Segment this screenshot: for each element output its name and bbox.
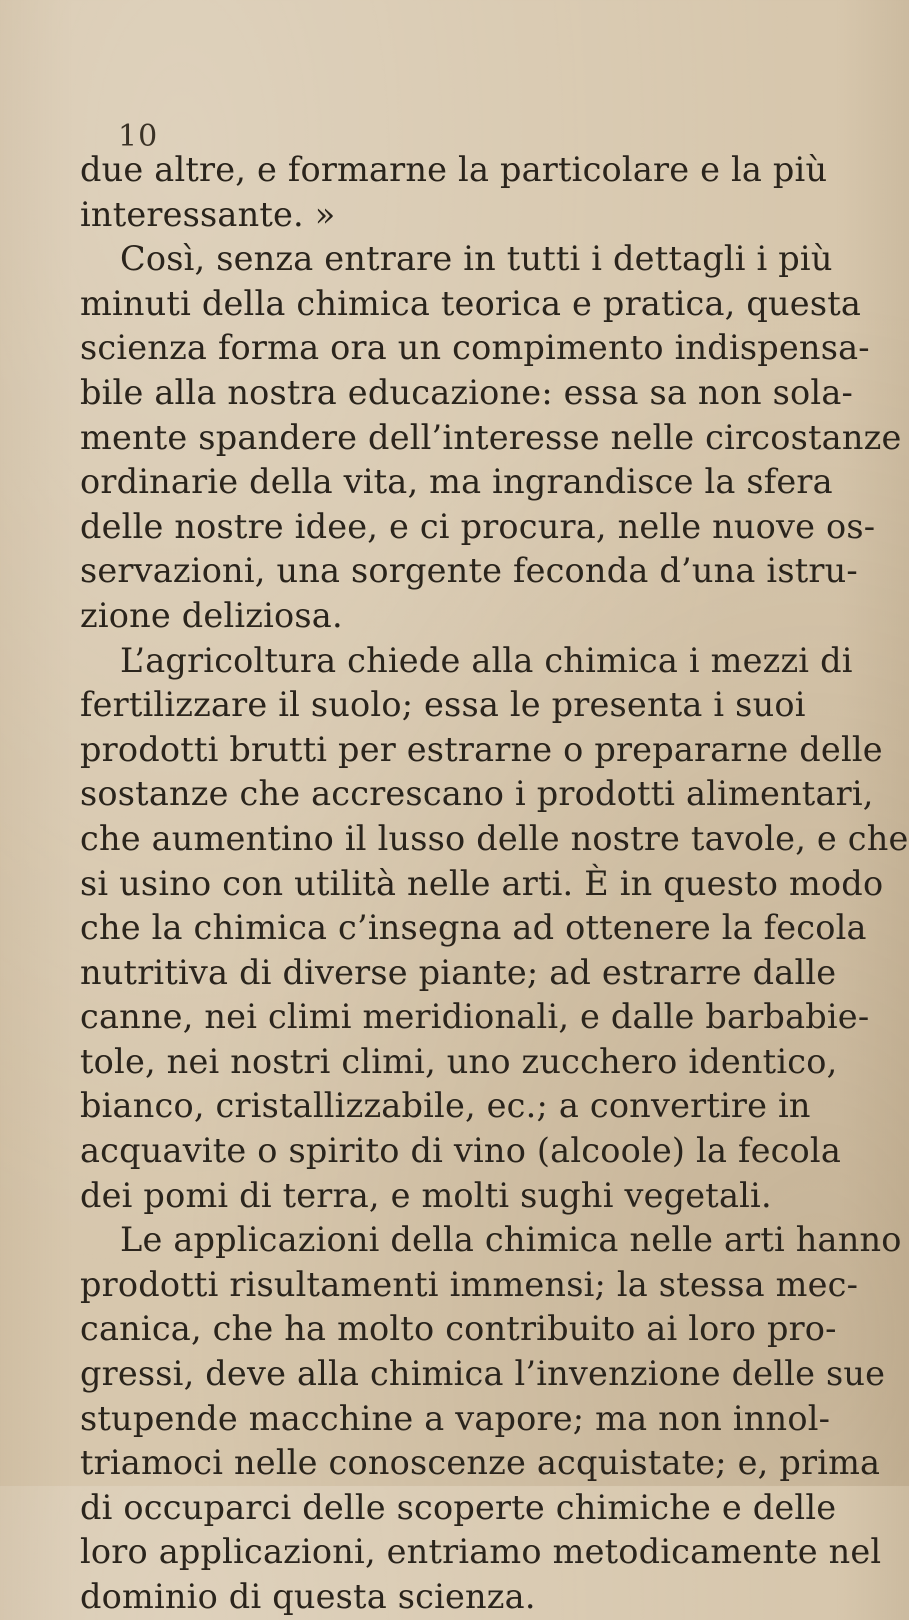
text-line: minuti della chimica teorica e pratica, questa (80, 283, 862, 323)
text-line: gressi, deve alla chimica l’invenzione delle sue (80, 1354, 886, 1394)
text-line: prodotti brutti per estrarne o prepararne delle (80, 729, 883, 769)
text-line: bile alla nostra educazione: essa sa non sola- (80, 372, 854, 412)
page-number: 10 (118, 119, 159, 154)
text-line: bianco, cristallizzabile, ec.; a convertire in (80, 1086, 811, 1126)
text-line: che la chimica c’insegna ad ottenere la fecola (80, 908, 867, 948)
text-line: zione deliziosa. (80, 595, 343, 635)
text-line: ordinarie della vita, ma ingrandisce la sfera (80, 462, 833, 502)
text-line: canne, nei climi meridionali, e dalle barbabie- (80, 997, 870, 1037)
text-line: L’agricoltura chiede alla chimica i mezzi di (120, 640, 853, 680)
text-line: Le applicazioni della chimica nelle arti hanno (120, 1220, 902, 1260)
text-line: fertilizzare il suolo; essa le presenta i suoi (80, 685, 806, 725)
text-line: sostanze che accrescano i prodotti alimentari, (80, 774, 874, 814)
text-line: loro applicazioni, entriamo metodicamente nel (80, 1532, 882, 1572)
text-line: canica, che ha molto contribuito ai loro pro- (80, 1309, 837, 1349)
text-line: si usino con utilità nelle arti. È in questo modo (80, 863, 884, 903)
text-line: scienza forma ora un compimento indispensa- (80, 328, 870, 368)
text-line: dominio di questa scienza. (80, 1577, 536, 1616)
text-line: due altre, e formarne la particolare e la più (80, 150, 828, 189)
text-line: delle nostre idee, e ci procura, nelle nuove os- (80, 506, 876, 546)
text-line: che aumentino il lusso delle nostre tavole, e che (80, 818, 909, 858)
text-line: dei pomi di terra, e molti sughi vegetali. (80, 1175, 772, 1215)
text-line: triamoci nelle conoscenze acquistate; e, prima (80, 1443, 881, 1483)
text-line: acquavite o spirito di vino (alcoole) la fecola (80, 1131, 842, 1171)
text-line: interessante. » (80, 194, 336, 234)
text-line: di occuparci delle scoperte chimiche e delle (80, 1487, 837, 1527)
text-line: nutritiva di diverse piante; ad estrarre dalle (80, 952, 837, 992)
text-line: prodotti risultamenti immensi; la stessa mec- (80, 1264, 859, 1304)
text-line: mente spandere dell’interesse nelle circostanze (80, 417, 902, 457)
text-line: servazioni, una sorgente feconda d’una istru- (80, 551, 858, 591)
text-line: tole, nei nostri climi, uno zucchero identico, (80, 1041, 838, 1081)
text-line: stupende macchine a vapore; ma non innol- (80, 1398, 831, 1438)
text-line: Così, senza entrare in tutti i dettagli i più (120, 239, 833, 279)
body-text (80, 148, 909, 1620)
